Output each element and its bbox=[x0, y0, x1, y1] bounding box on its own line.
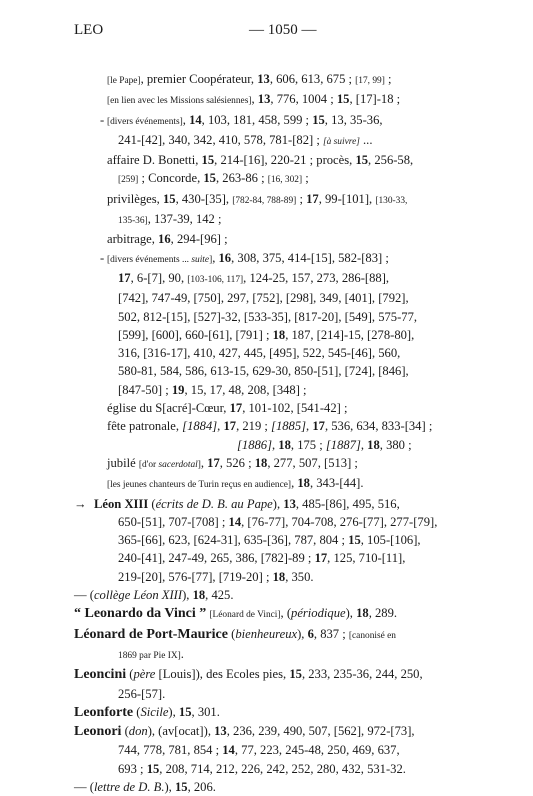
index-line bbox=[74, 210, 486, 230]
index-line bbox=[74, 474, 486, 494]
index-text: 17 bbox=[229, 401, 243, 416]
index-text: jubilé bbox=[107, 455, 139, 470]
index-text: 580-81, 584, 586, 613-15, 629-30, 850-[51], [724], [846], bbox=[118, 364, 409, 379]
index-text: ; bbox=[302, 171, 309, 186]
index-text: fête patronale, bbox=[107, 419, 183, 434]
index-text: [canonisé en bbox=[348, 630, 396, 641]
index-text: 14 bbox=[222, 743, 235, 758]
index-line bbox=[74, 417, 486, 435]
index-text: 18 bbox=[367, 437, 380, 452]
index-line bbox=[74, 169, 486, 189]
index-text: 6 bbox=[307, 626, 314, 641]
index-line bbox=[74, 90, 486, 110]
index-text: 316, [316-17], 410, 427, 445, [495], 522, 545-[46], 560, bbox=[118, 346, 401, 361]
index-text: , 125, 710-[11], bbox=[327, 551, 406, 566]
index-text: 502, 812-[15], [527]-32, [533-35], [817-20], [549], 575-77, bbox=[118, 309, 418, 324]
index-text: , 256-58, bbox=[368, 153, 414, 168]
index-text: 15 bbox=[289, 667, 302, 682]
index-text: 13 bbox=[214, 724, 227, 739]
index-text: [259] bbox=[118, 175, 139, 186]
index-line bbox=[74, 703, 486, 722]
index-text: [1885] bbox=[271, 419, 307, 434]
index-text: [742], 747-49, [750], 297, [752], [298], 349, [401], [792], bbox=[118, 291, 409, 306]
index-text: 15 bbox=[355, 153, 369, 168]
index-text: , 214-[16], 220-21 ; procès, bbox=[214, 153, 356, 168]
index-text: [847-50] ; bbox=[118, 382, 172, 397]
index-entries bbox=[74, 70, 486, 796]
index-text: . bbox=[180, 646, 184, 661]
index-text: arbitrage, bbox=[107, 232, 159, 247]
index-text: ), bbox=[164, 779, 175, 794]
index-text: [Léonard de Vinci] bbox=[209, 610, 281, 621]
dash-marker: - bbox=[100, 250, 105, 265]
index-text: ( bbox=[121, 724, 129, 739]
index-text: ), (av[ocat]), bbox=[147, 724, 215, 739]
index-line bbox=[74, 760, 486, 778]
index-text: [les jeunes chanteurs de Turin reçus en audience] bbox=[107, 480, 292, 491]
index-text: sacerdotal bbox=[158, 459, 198, 470]
index-text: “ Leonardo da Vinci ” bbox=[74, 606, 207, 622]
index-text: 18 bbox=[278, 437, 291, 452]
index-text: , 77, 223, 245-48, 250, 469, 637, bbox=[234, 743, 400, 758]
index-text: 17 bbox=[312, 419, 325, 434]
index-line bbox=[74, 454, 486, 474]
index-text: écrits de D. B. au Pape bbox=[155, 496, 273, 511]
index-text: 18 bbox=[192, 588, 206, 603]
index-text: , 206. bbox=[187, 779, 216, 794]
index-text: affaire D. Bonetti, bbox=[107, 153, 202, 168]
index-text: [1887] bbox=[325, 437, 361, 452]
index-text: , 485-[86], 495, 516, bbox=[295, 496, 400, 511]
index-line bbox=[74, 381, 486, 399]
index-text: 219-[20], 576-[77], [719-20] ; bbox=[118, 569, 273, 584]
index-text: , 175 ; bbox=[290, 437, 326, 452]
index-text: périodique bbox=[291, 606, 346, 621]
index-line bbox=[74, 531, 486, 549]
index-line bbox=[74, 131, 486, 151]
index-text: [divers événements] bbox=[107, 116, 183, 127]
index-text: , bbox=[360, 437, 368, 452]
arrow-icon: → bbox=[74, 496, 87, 511]
index-text: , 208, 714, 212, 226, 242, 252, 280, 432, 531-32. bbox=[159, 761, 406, 776]
index-text: 14 bbox=[228, 514, 242, 529]
index-text: , ( bbox=[280, 606, 292, 621]
index-text: 15 bbox=[178, 704, 192, 719]
index-line bbox=[74, 436, 486, 454]
index-text: , 776, 1004 ; bbox=[270, 92, 337, 107]
index-text: 15 bbox=[336, 92, 350, 107]
index-text: ), bbox=[182, 588, 193, 603]
index-text: , 301. bbox=[191, 704, 220, 719]
index-text: ... bbox=[359, 132, 373, 147]
index-text: 15 bbox=[201, 153, 215, 168]
index-text: , 350. bbox=[285, 569, 314, 584]
index-text: 13 bbox=[257, 72, 270, 86]
index-text: , 124-25, 157, 273, 286-[88], bbox=[243, 270, 390, 285]
index-line bbox=[74, 495, 486, 513]
index-text: [en lien avec les Missions salésiennes] bbox=[107, 96, 252, 107]
index-text: père bbox=[133, 667, 156, 682]
page-header bbox=[74, 22, 481, 42]
index-text: Leonori bbox=[74, 724, 122, 740]
index-text: 16 bbox=[158, 232, 171, 247]
index-text: ; Concorde, bbox=[138, 171, 204, 186]
index-text: ( bbox=[148, 496, 156, 511]
index-text: 15 bbox=[348, 533, 361, 548]
index-text: 15 bbox=[203, 171, 216, 186]
index-line bbox=[74, 362, 486, 380]
index-text: [d'or bbox=[138, 459, 159, 470]
index-text: , bbox=[200, 455, 208, 470]
index-text: , bbox=[291, 476, 298, 491]
index-line bbox=[74, 70, 486, 90]
index-text: , 6-[7], 90, bbox=[130, 270, 188, 285]
index-text: bienheureux bbox=[235, 626, 298, 641]
index-text: ( bbox=[133, 704, 141, 719]
index-text: [599], [600], 660-[61], [791] ; bbox=[118, 327, 273, 342]
index-text: , 526 ; bbox=[219, 455, 255, 470]
index-text: , 536, 634, 833-[34] ; bbox=[324, 419, 433, 434]
index-line bbox=[74, 586, 486, 604]
index-line bbox=[74, 249, 486, 269]
index-text: , 137-39, 142 ; bbox=[147, 212, 222, 227]
index-text: [divers événements ... bbox=[107, 254, 192, 265]
index-text: lettre de D. B. bbox=[93, 779, 165, 794]
index-text: 256-[57]. bbox=[118, 686, 166, 701]
dash-marker: - bbox=[100, 112, 105, 127]
index-text: 15 bbox=[174, 779, 188, 794]
index-line bbox=[74, 190, 486, 210]
index-text: Leoncini bbox=[74, 667, 127, 683]
index-text: , bbox=[251, 92, 258, 107]
index-text: , 277, 507, [513] ; bbox=[267, 455, 358, 470]
index-text: , 343-[44]. bbox=[309, 476, 364, 491]
index-line bbox=[74, 722, 486, 741]
index-line bbox=[74, 326, 486, 344]
index-text: , bbox=[217, 419, 224, 434]
index-text: [1886] bbox=[237, 437, 272, 452]
index-text: Léonard de Port-Maurice bbox=[74, 626, 228, 642]
index-line bbox=[74, 549, 486, 567]
index-text: , 294-[96] ; bbox=[170, 232, 228, 247]
index-text: ] bbox=[197, 459, 201, 470]
index-text: 693 ; bbox=[118, 761, 147, 776]
index-text: , 308, 375, 414-[15], 582-[83] ; bbox=[231, 250, 389, 265]
index-text: 18 bbox=[254, 455, 268, 470]
index-text: Sicile bbox=[140, 704, 169, 719]
index-text: , bbox=[212, 250, 219, 265]
index-text: , 380 ; bbox=[379, 437, 412, 452]
index-line bbox=[74, 685, 486, 703]
index-line bbox=[74, 741, 486, 759]
index-text: , 219 ; bbox=[236, 419, 272, 434]
index-text: Leonforte bbox=[74, 704, 134, 720]
index-text: , premier Coopérateur, bbox=[140, 72, 258, 86]
index-text: 240-[41], 247-49, 265, 386, [782]-89 ; bbox=[118, 551, 315, 566]
index-text: 17 bbox=[223, 419, 237, 434]
index-text: 744, 778, 781, 854 ; bbox=[118, 743, 223, 758]
index-text: , [76-77], 704-708, 276-[77], 277-[79], bbox=[241, 514, 438, 529]
index-text: , bbox=[272, 437, 279, 452]
index-text: , 101-102, [541-42] ; bbox=[242, 401, 348, 416]
index-text: 14 bbox=[189, 112, 202, 127]
index-text: Léon XIII bbox=[94, 496, 149, 511]
index-text: , 99-[101], bbox=[318, 191, 376, 206]
index-text: ), bbox=[297, 626, 308, 641]
index-text: 13 bbox=[257, 92, 271, 107]
index-text: don bbox=[128, 724, 148, 739]
index-text: 19 bbox=[171, 382, 185, 397]
index-text: 17 bbox=[118, 270, 131, 285]
index-text: ; bbox=[384, 72, 392, 86]
index-text: , bbox=[306, 419, 313, 434]
index-text: [1884] bbox=[182, 419, 218, 434]
index-text: suite bbox=[191, 254, 210, 265]
index-line bbox=[74, 344, 486, 362]
index-text: 17 bbox=[207, 455, 220, 470]
index-text: 13 bbox=[283, 496, 296, 511]
index-line bbox=[74, 645, 486, 665]
page-number: — 1050 — bbox=[249, 22, 317, 38]
index-text: , bbox=[182, 112, 190, 127]
index-text: 18 bbox=[272, 327, 286, 342]
index-text: , 15, 17, 48, 208, [348] ; bbox=[184, 382, 307, 397]
index-text: [le Pape] bbox=[107, 76, 141, 86]
index-line bbox=[74, 269, 486, 289]
index-text: — ( bbox=[74, 779, 94, 794]
index-line bbox=[74, 308, 486, 326]
index-text: 16 bbox=[218, 250, 232, 265]
index-text: [Louis]), des Ecoles pies, bbox=[155, 667, 290, 682]
index-text: , [17]-18 ; bbox=[349, 92, 401, 107]
index-text: , 233, 235-36, 244, 250, bbox=[301, 667, 423, 682]
index-text: 365-[66], 623, [624-31], 635-[36], 787, 804 ; bbox=[118, 533, 349, 548]
index-text: , 103, 181, 458, 599 ; bbox=[201, 112, 313, 127]
index-text: , 837 ; bbox=[313, 626, 349, 641]
index-text: , 289. bbox=[368, 606, 398, 621]
index-text: ), bbox=[168, 704, 179, 719]
index-text: [782-84, 788-89] bbox=[232, 195, 297, 206]
index-text: ), bbox=[272, 496, 284, 511]
index-text: 135-36] bbox=[118, 216, 148, 227]
index-text: , 13, 35-36, bbox=[324, 112, 383, 127]
index-text: , 606, 613, 675 ; bbox=[269, 72, 356, 86]
index-text: 241-[42], 340, 342, 410, 578, 781-[82] ; bbox=[118, 132, 323, 147]
running-head: LEO bbox=[74, 22, 104, 38]
index-text: 15 bbox=[162, 191, 176, 206]
index-line bbox=[74, 568, 486, 586]
index-text: [à suivre] bbox=[322, 136, 360, 147]
index-line bbox=[74, 230, 486, 248]
index-text: ; bbox=[296, 191, 307, 206]
index-text: , 187, [214]-15, [278-80], bbox=[285, 327, 415, 342]
index-line bbox=[74, 778, 486, 796]
index-text: ( bbox=[126, 667, 134, 682]
index-text: , 425. bbox=[205, 588, 234, 603]
index-text: [103-106, 117] bbox=[187, 274, 244, 285]
index-text: 15 bbox=[146, 761, 160, 776]
index-text: , 236, 239, 490, 507, [562], 972-[73], bbox=[226, 724, 415, 739]
index-text: ] bbox=[209, 254, 213, 265]
index-text: 15 bbox=[312, 112, 325, 127]
index-text: ( bbox=[227, 626, 236, 641]
index-text: 17 bbox=[314, 551, 328, 566]
index-text: église du S[acré]-Cœur, bbox=[107, 401, 230, 416]
index-text: [17, 99] bbox=[355, 76, 385, 86]
index-text: 18 bbox=[272, 569, 286, 584]
index-text: privilèges, bbox=[107, 191, 163, 206]
index-text: collège Léon XIII bbox=[93, 588, 183, 603]
index-text: — ( bbox=[74, 588, 94, 603]
index-line bbox=[74, 289, 486, 307]
index-text: 17 bbox=[306, 191, 319, 206]
index-text: [16, 302] bbox=[267, 175, 303, 186]
index-text: [130-33, bbox=[375, 195, 408, 206]
index-text: 1869 par Pie IX] bbox=[118, 650, 181, 661]
index-text: , 430-[35], bbox=[175, 191, 233, 206]
index-line bbox=[74, 399, 486, 417]
index-text: ), bbox=[345, 606, 357, 621]
index-line bbox=[74, 625, 486, 645]
index-text: 18 bbox=[356, 606, 369, 621]
index-line bbox=[74, 111, 486, 131]
index-line bbox=[74, 151, 486, 169]
index-line bbox=[74, 513, 486, 531]
index-text: , 263-86 ; bbox=[215, 171, 268, 186]
index-text: , 105-[106], bbox=[360, 533, 421, 548]
index-line bbox=[74, 665, 486, 684]
index-text: 650-[51], 707-[708] ; bbox=[118, 514, 229, 529]
index-line bbox=[74, 604, 486, 624]
index-text: 18 bbox=[297, 476, 310, 491]
